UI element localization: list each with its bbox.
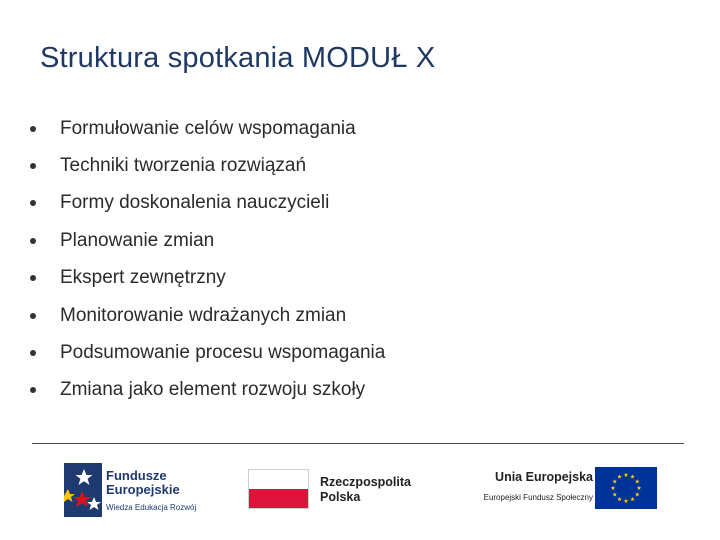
- bullet-item: [30, 222, 670, 259]
- bullet-dot-icon: [30, 126, 36, 132]
- fundusze-name: Fundusze Europejskie: [106, 468, 180, 497]
- bullet-text: Monitorowanie wdrażanych zmian: [60, 304, 347, 326]
- bullet-list: [30, 110, 670, 409]
- bullet-dot-icon: [30, 163, 36, 169]
- fundusze-subtitle: Wiedza Edukacja Rozwój: [106, 503, 197, 512]
- poland-flag-icon: [248, 469, 309, 509]
- footer-logos: [0, 455, 720, 525]
- fundusze-europejskie-logo-icon: [64, 463, 102, 517]
- bullet-item: [30, 297, 670, 334]
- unia-subtitle: Europejski Fundusz Społeczny: [483, 493, 593, 502]
- bullet-item: [30, 185, 670, 222]
- bullet-item: [30, 372, 670, 409]
- bullet-item: [30, 334, 670, 371]
- bullet-item: [30, 110, 670, 147]
- bullet-dot-icon: [30, 387, 36, 393]
- bullet-text: Zmiana jako element rozwoju szkoły: [60, 379, 366, 401]
- eu-flag-icon: [595, 467, 657, 509]
- bullet-text: Podsumowanie procesu wspomagania: [60, 342, 386, 364]
- fundusze-europejskie-logo: [64, 463, 234, 519]
- rzeczpospolita-logo: [248, 469, 438, 513]
- bullet-text: Ekspert zewnętrzny: [60, 267, 226, 289]
- unia-name: Unia Europejska: [495, 470, 593, 484]
- bullet-text: Formy doskonalenia nauczycieli: [60, 192, 330, 214]
- slide-title: Struktura spotkania MODUŁ X: [40, 42, 436, 74]
- bullet-dot-icon: [30, 275, 36, 281]
- bullet-dot-icon: [30, 313, 36, 319]
- bullet-dot-icon: [30, 238, 36, 244]
- bullet-dot-icon: [30, 200, 36, 206]
- unia-europejska-logo: [455, 467, 665, 513]
- bullet-text: Planowanie zmian: [60, 229, 215, 251]
- bullet-dot-icon: [30, 350, 36, 356]
- bullet-text: Techniki tworzenia rozwiązań: [60, 155, 307, 177]
- rzeczpospolita-name: Rzeczpospolita Polska: [320, 475, 411, 504]
- bullet-item: [30, 260, 670, 297]
- footer-divider: [32, 443, 684, 444]
- bullet-item: [30, 147, 670, 184]
- bullet-text: Formułowanie celów wspomagania: [60, 117, 356, 139]
